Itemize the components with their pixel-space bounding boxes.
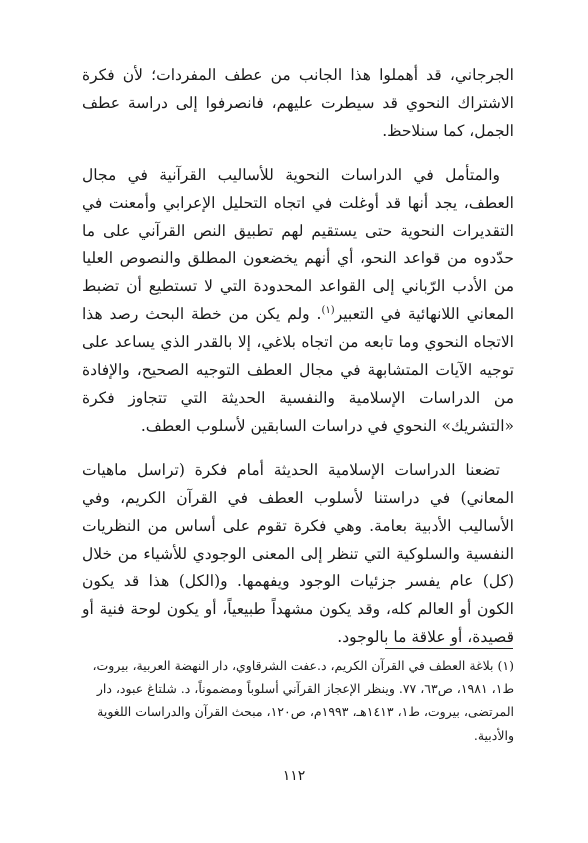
footnote-reference[interactable]: (١)	[321, 305, 335, 317]
paragraph-spacer	[82, 441, 514, 457]
paragraph-2-text: والمتأمل في الدراسات النحوية للأساليب القرآنية في مجال العطف، يجد أنها قد أوغلت في اتجاه التحليل الإعرابي وأمعنت في التقديرات النحوية حتى يستقيم لهم تطبيق النص القرآني على ما حدّدوه من قواعد النحو، أي أنهم يخضعون المطلق والنصوص العليا من الأدب الرّباني إلى القواعد المحدودة التي لا تستطيع أن تضبط المعاني اللانهائية في التعبير	[82, 165, 515, 324]
main-text	[82, 62, 514, 652]
page-number: ١١٢	[282, 768, 306, 784]
paragraph-2-continuation: . ولم يكن من خطة البحث رصد هذا الاتجاه النحوي وما تابعه من اتجاه بلاغي، إلا بالقدر الذي يساعد على توجيه الآيات المتشابهة في مجال العطف التوجيه الصحيح، والإفادة من الدراسات الإسلامية والنفسية الحديثة التي تتجاوز فكرة «التشريك» النحوي في دراسات السابقين لأسلوب العطف.	[82, 305, 514, 435]
footnote-1: (١) بلاغة العطف في القرآن الكريم، د.عفت الشرقاوي، دار النهضة العربية، بيروت، ط١، ١٩٨١، ص٦٣، ٧٧. وينظر الإعجاز القرآني أسلوباً ومضموناً، د. شلتاغ عبود، دار المرتضى، بيروت، ط١، ١٤١٣هـ، ١٩٩٣م، ص١٢٠، مبحث القرآن والدراسات اللغوية والأدبية.	[92, 658, 514, 743]
paragraph-3: تضعنا الدراسات الإسلامية الحديثة أمام فكرة (تراسل ماهيات المعاني) في دراستنا لأسلوب العطف في القرآن الكريم، وفي الأساليب الأدبية بعامة. وهي فكرة تقوم على أساس من النظريات النفسية والسلوكية التي تنظر إلى المعنى الوجودي للأشياء من خلال (كل) عام يفسر جزئيات الوجود ويفهمها. و(الكل) هذا قد يكون الكون أو العالم كله، وقد يكون مشهداً طبيعياً، أو يكون لوحة فنية أو قصيدة، أو علاقة ما بالوجود.	[82, 460, 514, 647]
paragraph-2	[82, 162, 514, 441]
paragraph-spacer	[82, 146, 514, 162]
paragraph-1: الجرجاني، قد أهملوا هذا الجانب من عطف المفردات؛ لأن فكرة الاشتراك النحوي قد سيطرت عليهم، فانصرفوا إلى دراسة عطف الجمل، كما سنلاحظ.	[82, 66, 514, 140]
footnotes	[82, 654, 514, 747]
footnote-divider	[385, 648, 513, 649]
